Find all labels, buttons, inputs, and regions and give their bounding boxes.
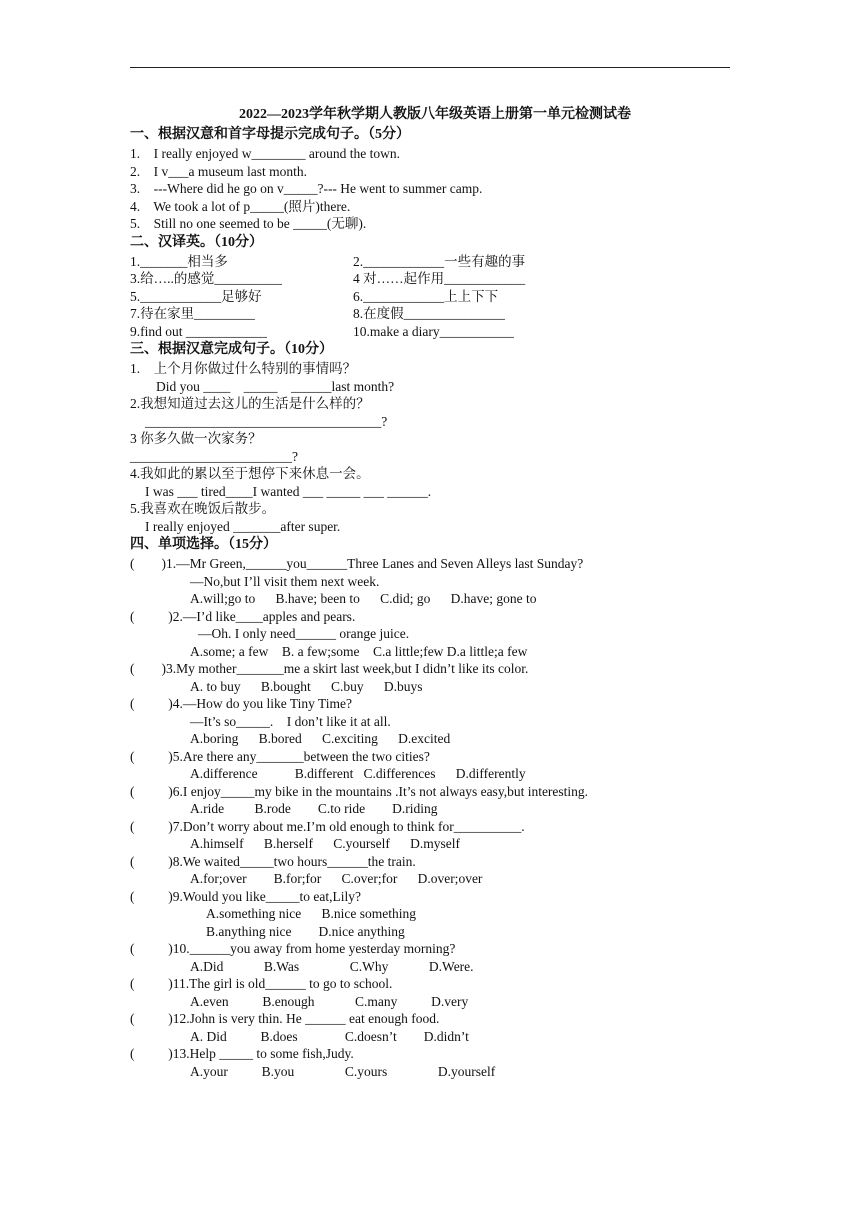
section-2-heading: 二、汉译英。（10分） (130, 234, 263, 250)
s3-prompt-5: 5.我喜欢在晚饭后散步。 (130, 501, 276, 516)
mc-q6-stem: ( )6.I enjoy_____my bike in the mountains .It’s not always easy,but interesting. (130, 783, 589, 799)
mc-q12-options: A. Did B.does C.doesn’t D.didn’t (190, 1028, 469, 1044)
s2-item-5: 5.____________足够好 (130, 288, 262, 304)
s2-item-2: 2.____________一些有趣的事 (353, 253, 526, 269)
mc-q5-stem: ( )5.Are there any_______between the two cities? (130, 748, 430, 764)
exam-title: 2022—2023学年秋学期人教版八年级英语上册第一单元检测试卷 (239, 107, 631, 122)
s1-item-4: 4. We took a lot of p_____(照片)there. (130, 198, 351, 214)
s3-prompt-4: 4.我如此的累以至于想停下来休息一会。 (130, 466, 370, 481)
s2-item-10: 10.make a diary___________ (353, 323, 514, 339)
mc-q12-stem: ( )12.John is very thin. He ______ eat enough food. (130, 1011, 440, 1026)
mc-q11-stem: ( )11.The girl is old______ to go to school. (130, 976, 393, 991)
s3-answer-5: I really enjoyed _______after super. (145, 518, 341, 534)
s3-prompt-1: 1. 上个月你做过什么特别的事情吗？ (130, 361, 357, 376)
mc-q1-stem: ( )1.—Mr Green,______you______Three Lanes and Seven Alleys last Sunday? (130, 556, 584, 571)
mc-q6-options: A.ride B.rode C.to ride D.riding (190, 801, 438, 816)
s2-row-2 (130, 270, 730, 288)
s3-answer-4: I was ___ tired____I wanted ___ _____ ___ ______. (145, 483, 432, 499)
s2-item-7: 7.待在家里_________ (130, 306, 255, 321)
mc-q11-options: A.even B.enough C.many D.very (190, 993, 469, 1009)
s2-item-8: 8.在度假_______________ (353, 306, 505, 321)
section-1-heading: 一、根据汉意和首字母提示完成句子。（5分） (130, 127, 410, 142)
mc-q1-options: A.will;go to B.have; been to C.did; go D.have; gone to (190, 591, 537, 606)
s2-row-5 (130, 323, 730, 341)
s2-item-9: 9.find out ____________ (130, 323, 267, 339)
s1-item-1: 1. I really enjoyed w________ around the town. (130, 146, 400, 161)
mc-q4-stem: ( )4.—How do you like Tiny Time? (130, 696, 353, 711)
s3-prompt-2: 2.我想知道过去这儿的生活是什么样的？ (130, 396, 370, 411)
s3-answer-3: ________________________? (130, 448, 298, 464)
mc-q10-stem: ( )10.______you away from home yesterday morning? (130, 941, 456, 956)
s3-answer-1: Did you ____ _____ ______last month? (156, 378, 395, 394)
s2-item-3: 3.给…..的感觉__________ (130, 271, 282, 286)
s2-item-1: 1._______相当多 (130, 253, 228, 269)
s2-item-4: 4 对……起作用____________ (353, 271, 526, 286)
s3-prompt-3: 3 你多久做一次家务？ (130, 431, 262, 446)
mc-q1-reply: —No,but I’ll visit them next week. (190, 573, 380, 589)
s1-item-5: 5. Still no one seemed to be _____(无聊). (130, 216, 367, 231)
mc-q13-options: A.your B.you C.yours D.yourself (190, 1063, 496, 1079)
section-4-heading: 四、单项选择。（15分） (130, 537, 277, 552)
header-rule (130, 67, 730, 68)
s2-row-3 (130, 288, 730, 306)
mc-q4-options: A.boring B.bored C.exciting D.excited (190, 731, 451, 746)
mc-q10-options: A.Did B.Was C.Why D.Were. (190, 958, 474, 974)
section-3-heading: 三、根据汉意完成句子。（10分） (130, 342, 333, 357)
mc-q2-reply: —Oh. I only need______ orange juice. (198, 626, 410, 641)
mc-q13-stem: ( )13.Help _____ to some fish,Judy. (130, 1046, 354, 1061)
mc-q8-options: A.for;over B.for;for C.over;for D.over;over (190, 871, 483, 886)
mc-q8-stem: ( )8.We waited_____two hours______the train. (130, 853, 416, 869)
s2-row-1 (130, 253, 730, 271)
mc-q3-stem: ( )3.My mother_______me a skirt last week,but I didn’t like its color. (130, 661, 529, 676)
mc-q5-options: A.difference B.different C.differences D.differently (190, 766, 526, 781)
mc-q2-stem: ( )2.—I’d like____apples and pears. (130, 608, 356, 624)
mc-q7-options: A.himself B.herself C.yourself D.myself (190, 836, 460, 851)
s1-item-2: 2. I v___a museum last month. (130, 163, 307, 179)
mc-q9-options-b: B.anything nice D.nice anything (206, 923, 405, 939)
exam-document (130, 105, 730, 1080)
s2-item-6: 6.____________上上下下 (353, 288, 499, 304)
mc-q7-stem: ( )7.Don’t worry about me.I’m old enough to think for__________. (130, 818, 525, 834)
mc-q3-options: A. to buy B.bought C.buy D.buys (190, 678, 423, 694)
mc-q9-options-a: A.something nice B.nice something (206, 906, 416, 921)
mc-q2-options: A.some; a few B. a few;some C.a little;few D.a little;a few (190, 643, 528, 659)
s3-answer-2: ___________________________________? (145, 413, 388, 429)
mc-q4-reply: —It’s so_____. I don’t like it at all. (190, 713, 391, 729)
s2-row-4 (130, 305, 730, 323)
s1-item-3: 3. ---Where did he go on v_____?--- He went to summer camp. (130, 181, 483, 196)
mc-q9-stem: ( )9.Would you like_____to eat,Lily? (130, 888, 361, 904)
